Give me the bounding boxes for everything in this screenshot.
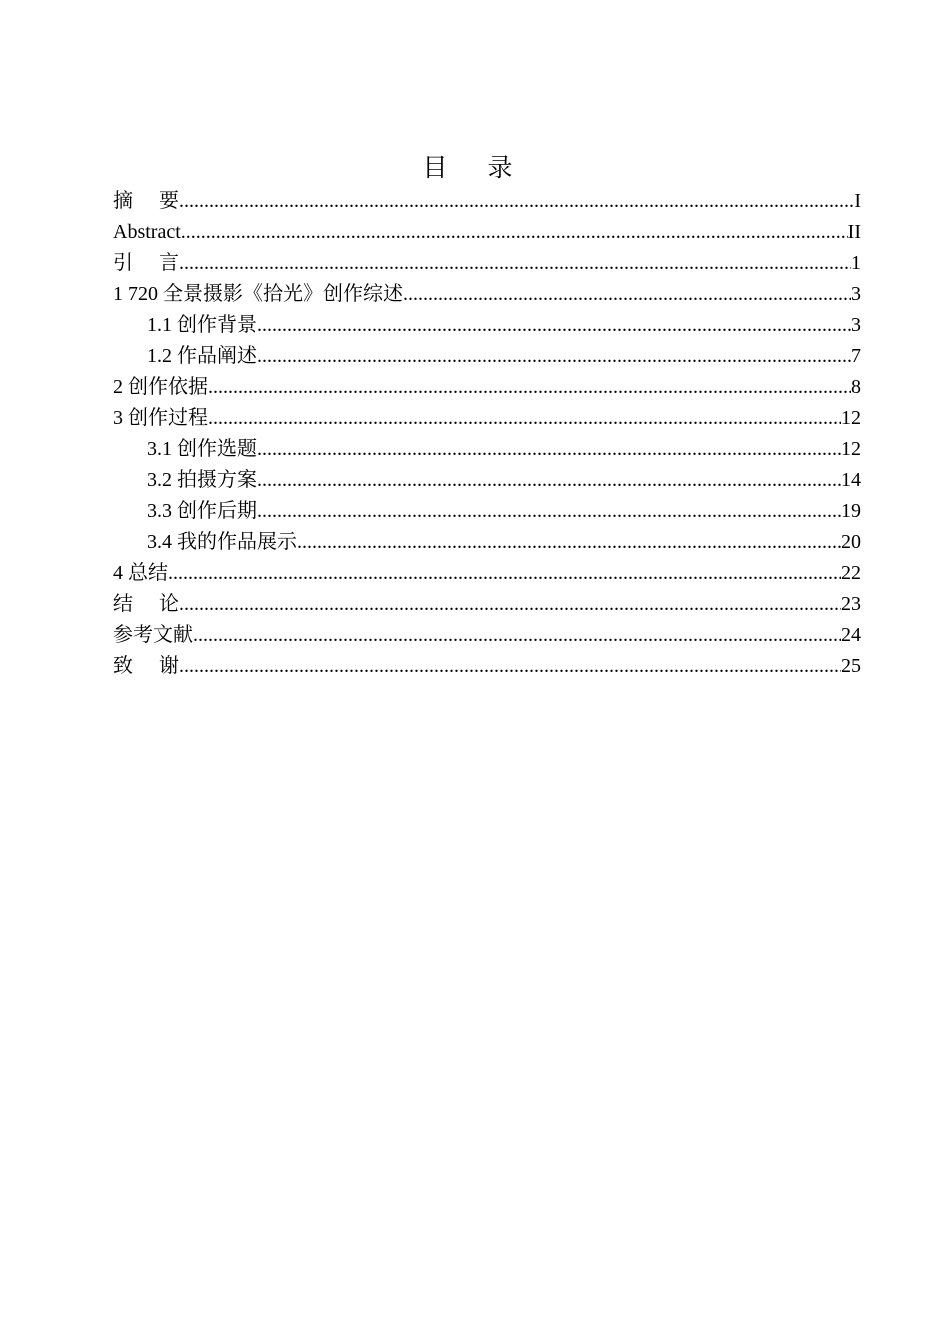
toc-dot-leader bbox=[179, 248, 851, 279]
toc-page-number: 12 bbox=[841, 407, 861, 429]
toc-page-number: 7 bbox=[851, 345, 861, 367]
toc-dot-leader bbox=[181, 217, 848, 248]
toc-dot-leader bbox=[257, 310, 851, 341]
toc-entry-chapter-1[interactable] bbox=[113, 279, 861, 310]
toc-dot-leader bbox=[179, 186, 854, 217]
toc-page-number: 25 bbox=[841, 655, 861, 677]
toc-entry-label: 3.1 创作选题 bbox=[147, 438, 257, 460]
toc-entry-label: Abstract bbox=[113, 221, 181, 243]
toc-entry-label: 3.3 创作后期 bbox=[147, 500, 257, 522]
toc-page-number: 19 bbox=[841, 500, 861, 522]
toc-page-number: II bbox=[847, 221, 861, 243]
toc-entry-section-3-2[interactable] bbox=[113, 465, 861, 496]
toc-dot-leader bbox=[257, 465, 841, 496]
toc-entry-section-3-3[interactable] bbox=[113, 496, 861, 527]
toc-entry-section-3-1[interactable] bbox=[113, 434, 861, 465]
toc-entry-section-1-2[interactable] bbox=[113, 341, 861, 372]
toc-entry-label: 摘 要 bbox=[113, 190, 179, 212]
toc-dot-leader bbox=[168, 558, 841, 589]
toc-list bbox=[113, 186, 861, 682]
toc-title: 目录 bbox=[422, 153, 553, 182]
toc-page-number: 22 bbox=[841, 562, 861, 584]
toc-entry-label: 结 论 bbox=[113, 593, 179, 615]
toc-page-number: 3 bbox=[851, 314, 861, 336]
toc-dot-leader bbox=[257, 341, 851, 372]
toc-entry-label: 3.4 我的作品展示 bbox=[147, 531, 297, 553]
toc-entry-label: 1.2 作品阐述 bbox=[147, 345, 257, 367]
toc-page-number: I bbox=[854, 190, 861, 212]
toc-dot-leader bbox=[257, 496, 841, 527]
toc-entry-abstract-en[interactable] bbox=[113, 217, 861, 248]
toc-entry-label: 1.1 创作背景 bbox=[147, 314, 257, 336]
toc-dot-leader bbox=[179, 589, 841, 620]
toc-dot-leader bbox=[193, 620, 841, 651]
toc-entry-section-1-1[interactable] bbox=[113, 310, 861, 341]
toc-entry-introduction[interactable] bbox=[113, 248, 861, 279]
toc-entry-chapter-2[interactable] bbox=[113, 372, 861, 403]
toc-entry-label: 致 谢 bbox=[113, 655, 179, 677]
toc-dot-leader bbox=[297, 527, 841, 558]
toc-page-number: 1 bbox=[851, 252, 861, 274]
toc-entry-label: 3.2 拍摄方案 bbox=[147, 469, 257, 491]
toc-entry-abstract-cn[interactable] bbox=[113, 186, 861, 217]
toc-dot-leader bbox=[403, 279, 851, 310]
toc-page-number: 3 bbox=[851, 283, 861, 305]
toc-entry-chapter-4[interactable] bbox=[113, 558, 861, 589]
toc-page-number: 20 bbox=[841, 531, 861, 553]
toc-page-number: 24 bbox=[841, 624, 861, 646]
toc-page-number: 8 bbox=[851, 376, 861, 398]
toc-entry-chapter-3[interactable] bbox=[113, 403, 861, 434]
toc-entry-label: 3 创作过程 bbox=[113, 407, 208, 429]
toc-entry-acknowledgements[interactable] bbox=[113, 651, 861, 682]
toc-dot-leader bbox=[179, 651, 841, 682]
toc-entry-label: 2 创作依据 bbox=[113, 376, 208, 398]
toc-entry-label: 参考文献 bbox=[113, 624, 193, 646]
toc-entry-section-3-4[interactable] bbox=[113, 527, 861, 558]
toc-page-number: 12 bbox=[841, 438, 861, 460]
toc-entry-conclusion[interactable] bbox=[113, 589, 861, 620]
toc-entry-label: 1 720 全景摄影《拾光》创作综述 bbox=[113, 283, 403, 305]
toc-dot-leader bbox=[208, 403, 841, 434]
toc-dot-leader bbox=[257, 434, 841, 465]
toc-page-number: 23 bbox=[841, 593, 861, 615]
toc-entry-label: 引 言 bbox=[113, 252, 179, 274]
toc-page-number: 14 bbox=[841, 469, 861, 491]
toc-entry-references[interactable] bbox=[113, 620, 861, 651]
toc-entry-label: 4 总结 bbox=[113, 562, 168, 584]
toc-dot-leader bbox=[208, 372, 851, 403]
